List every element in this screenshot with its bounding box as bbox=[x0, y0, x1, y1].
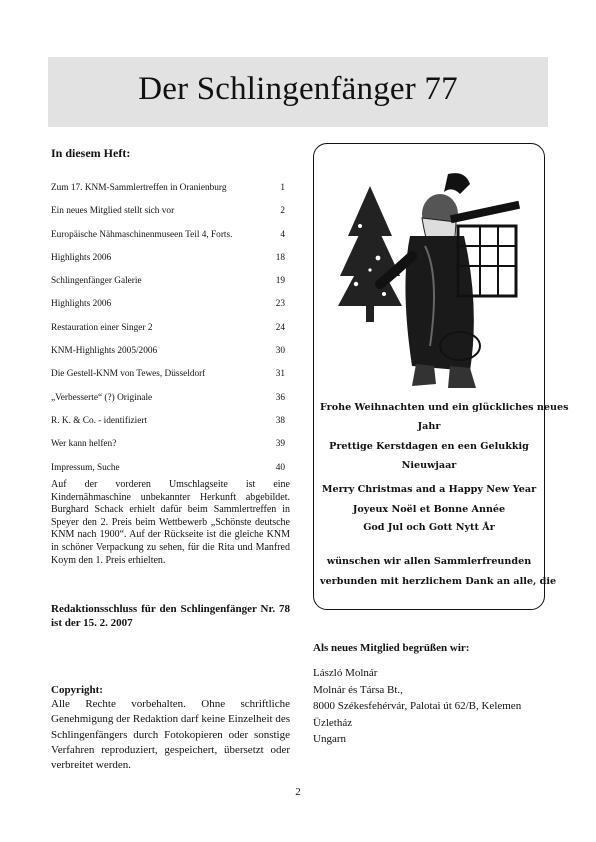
toc-page-number: 1 bbox=[280, 183, 285, 193]
page-number: 2 bbox=[295, 786, 301, 798]
toc-row bbox=[51, 252, 287, 275]
toc-title: Europäische Nähmaschinenmuseen Teil 4, Forts. bbox=[51, 229, 233, 240]
christmas-greeting-card bbox=[313, 143, 569, 610]
santa-claus-illustration bbox=[330, 166, 530, 396]
address-line: Molnár és Társa Bt., bbox=[313, 683, 403, 696]
toc-page-number: 2 bbox=[280, 206, 285, 217]
toc-row bbox=[51, 392, 287, 415]
copyright-text: Alle Rechte vorbehalten. Ohne schriftliche Genehmigung der Redaktion darf keine Einzelheit des Schlingenfängers durch Fotokopieren oder sonstige Verfahren reproduziert, gespeichert, übersetzt oder verbreitet werden. bbox=[51, 698, 290, 772]
toc-row bbox=[51, 345, 287, 368]
intro-paragraph: Auf der vorderen Umschlagseite ist eine Kindernähmaschine unbekannter Herkunft abgebildet. Burghard Schack erhielt dafür beim Sammlertreffen in Speyer den 2. Preis beim Wettbewerb „Schönste deutsche KNM nach 1900“. Auf der Rückseite ist die gleiche KNM in schöner Verpackung zu sehen, für die Rita und Manfred Koym den 1. Preis erhielten. bbox=[51, 479, 290, 566]
toc-title: Zum 17. KNM-Sammlertreffen in Oranienburg bbox=[51, 183, 227, 193]
address-line: Ungarn bbox=[313, 733, 346, 745]
toc-title: Impressum, Suche bbox=[51, 462, 120, 473]
new-member-heading: Als neues Mitglied begrüßen wir: bbox=[313, 642, 470, 654]
editorial-deadline: Redaktionsschluss für den Schlingenfänger Nr. 78 ist der 15. 2. 2007 bbox=[51, 603, 290, 629]
toc-title: Restauration einer Singer 2 bbox=[51, 322, 153, 333]
toc-page-number: 19 bbox=[275, 276, 285, 287]
toc-page-number: 30 bbox=[275, 346, 285, 357]
toc-title: Highlights 2006 bbox=[51, 299, 112, 310]
greeting-line: Merry Christmas and a Happy New Year bbox=[321, 484, 537, 495]
toc-page-number: 40 bbox=[275, 462, 285, 473]
greeting-line: wünschen wir allen Sammlerfreunden bbox=[326, 556, 532, 567]
toc-row bbox=[51, 322, 287, 345]
toc-row bbox=[51, 298, 287, 321]
greeting-line: Nieuwjaar bbox=[401, 460, 457, 471]
toc-page-number: 23 bbox=[275, 299, 285, 310]
page-title: Der Schlingenfänger 77 bbox=[138, 71, 458, 107]
toc-heading: In diesem Heft: bbox=[51, 146, 131, 160]
address-line: 8000 Székesfehérvár, Palotai út 62/B, Kelemen Üzletház bbox=[313, 700, 522, 729]
toc-title: Schlingenfänger Galerie bbox=[51, 276, 142, 287]
greeting-line: Frohe Weihnachten und ein glückliches neues bbox=[320, 402, 569, 413]
toc-row bbox=[51, 182, 287, 205]
toc-title: KNM-Highlights 2005/2006 bbox=[51, 346, 158, 357]
table-of-contents bbox=[51, 182, 287, 485]
toc-title: Highlights 2006 bbox=[51, 252, 112, 263]
toc-row bbox=[51, 205, 287, 228]
toc-page-number: 24 bbox=[275, 322, 285, 333]
new-member-address bbox=[313, 665, 548, 748]
toc-page-number: 18 bbox=[275, 252, 285, 263]
toc-page-number: 36 bbox=[275, 392, 285, 403]
greeting-line: Prettige Kerstdagen en een Gelukkig bbox=[329, 441, 529, 452]
toc-title: Wer kann helfen? bbox=[51, 439, 117, 450]
copyright-heading: Copyright: bbox=[51, 684, 103, 696]
toc-row bbox=[51, 229, 287, 252]
greeting-line: Joyeux Noël et Bonne Année bbox=[352, 504, 506, 515]
toc-page-number: 39 bbox=[275, 439, 285, 450]
toc-row bbox=[51, 368, 287, 391]
toc-title: „Verbesserte“ (?) Originale bbox=[51, 392, 153, 403]
toc-page-number: 4 bbox=[280, 229, 285, 240]
toc-title: Die Gestell-KNM von Tewes, Düsseldorf bbox=[51, 369, 206, 380]
masthead bbox=[48, 57, 548, 127]
address-line: László Molnár bbox=[313, 667, 378, 679]
greeting-line: verbunden mit herzlichem Dank an alle, die bbox=[320, 576, 557, 587]
toc-title: Ein neues Mitglied stellt sich vor bbox=[51, 206, 175, 217]
toc-page-number: 31 bbox=[275, 369, 285, 380]
toc-row bbox=[51, 438, 287, 461]
toc-row bbox=[51, 275, 287, 298]
greeting-line: God Jul och Gott Nytt År bbox=[363, 522, 495, 533]
greeting-line: Jahr bbox=[417, 421, 441, 432]
toc-row bbox=[51, 415, 287, 438]
toc-page-number: 38 bbox=[275, 415, 285, 426]
toc-title: R. K. & Co. - identifiziert bbox=[51, 415, 148, 426]
